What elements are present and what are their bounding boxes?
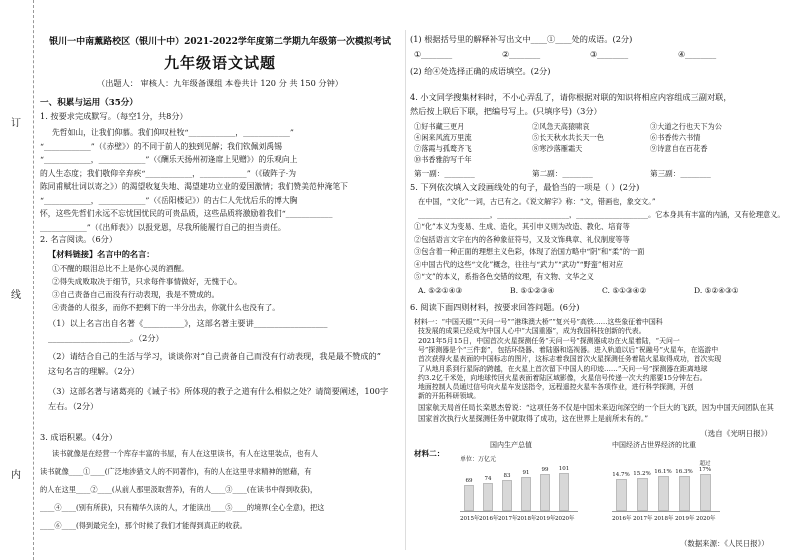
question-2-2b: 这句名言的理解。（2分） [48,366,140,376]
chart-gdp-unit: 单位：万亿元 [460,456,497,463]
section-heading: 一、积累与运用（35分） [40,98,138,108]
tick-label: 2019年 [675,516,695,522]
passage-line: 读书就像是在经营一个库存丰富的书屋，有人在这里读书，有人在这里装点，也有人 [52,449,318,458]
couplet-option: ⑧寒沙落雁霜天 [532,144,583,153]
couplet-answer: 第三副：________ [650,169,711,178]
material-1-quote: 国家航天局首任局长栾恩杰曾说：“这项任务不仅是中国未来迈向深空的一个巨大的飞跃，因为中国天问团队在其国家首次执行火星探测任务中就取得了成功，这在世界上是前所未有的。” [418,403,774,423]
column-divider [405,30,406,550]
material-line: 技发展的成果已经成为中国人心中“大国重器”，成为我国科技创新的代表。 [418,327,646,336]
chart-gdp-title: 国内生产总值 [490,441,532,449]
chart-share-plot [612,462,720,512]
binding-mark: 订 [11,118,21,129]
material-line: 首次获得火星表面的中国标志的图片，这标志着我国首次火星探测任务着陆火星取得成功，首次实现 [418,355,722,364]
passage-line: ____________________，____________________，____________________。它本身具有丰富的内涵，又有伦理意义。 [418,209,785,219]
couplet-option: ⑩书香雅韵写千年 [414,155,472,164]
chart-bar [616,479,627,511]
binding-mark: 线 [11,290,21,301]
tick-label: 2015年 [460,516,480,522]
chart-gdp [460,440,580,520]
data-label: 16.3% [675,468,693,475]
choice-option: D. ⑤②④③① [694,286,739,295]
tick-label: 2017年 [498,516,518,522]
data-label: 83 [503,473,511,480]
material-line: 材料一：“中国天眼”“天问一号”“港珠澳大桥”“复兴号”高铁……这些象征着中国科 [414,318,663,326]
quote-item: ①不醒的眼泪总比不上是你心灵的酒醒。 [52,264,189,273]
material-2-label: 材料二： [414,449,445,458]
binding-mark: 内 [11,470,21,481]
quote-item: ②得失成败取决于细节，只求每件事情做好，无愧于心。 [52,277,242,286]
choice-option: A. ⑤②①④③ [418,286,463,295]
couplet-option: ⑤长天秋水共长天一色 [532,133,604,142]
couplet-option: ⑦落霞与孤鹜齐飞 [414,144,472,153]
answer-blank: ④________ [678,50,717,59]
choice-option: B. ⑤①②③④ [510,286,555,295]
chart-bar [464,485,474,511]
material-line: 号”探测器是个“三件套”，包括环绕器、着陆器和巡视器。进入轨道以后“祝融号”火星车，在巡游中 [418,345,719,354]
chart-bar [679,476,690,511]
question-4: 4. 小文同学搜集材料时，不小心弄乱了，请你根据对联的知识将相应内容组成三副对联， [410,92,732,102]
passage-line: ③包含着一种正面的理想主义色彩，体现了治国方略中“阴”和“柔”的一面 [414,247,645,256]
data-label: 16.1% [654,469,672,476]
fill-line: 怀，这些先哲们永远不忘忧国忧民的可贵品质，这些品质将激励着我们“____________ [40,209,333,218]
chart-bar [502,480,512,511]
material-2-source: （数据来源：《人民日报》） [680,539,769,548]
couplet-answer: 第一副：________ [414,169,475,178]
tick-label: 2020年 [696,516,716,522]
chart-bar [521,477,531,511]
fill-line: 的人生态度；我们敬仰辛弃疾“____________，____________”（《破阵子·为 [40,168,297,178]
chart-bar [637,478,648,511]
material-line: 约3.2亿千米处，向地球传回火星表面着陆区域影像，火星信号传递一次大约需要15分钟左右。 [418,373,707,382]
fill-line: “____________，____________”（《酬乐天扬州初逢席上见赠》）的乐观向上 [40,155,298,164]
data-label: 超过17% [698,461,712,474]
answer-blank: ②________ [502,50,541,59]
question-2-2: （2）请结合自己的生活与学习，谈谈你对“自己责备自己而没有行动表现，我是最不赞成的” [48,351,381,361]
passage-line: 读书就像____①____(广泛地涉猎文人的不同著作)，有的人在这里寻求精神的慰藉，有 [40,467,312,476]
chart-bar [700,474,711,511]
passage-line: ②包括语言文字在内的各种象征符号，又及文饰典章、礼仪制度等等 [414,234,630,244]
chart-gdp-xaxis [460,514,578,522]
chart-bar [658,476,669,511]
tick-label: 2018年 [517,516,537,522]
fill-line: “____________”（《赤壁》）的不同于前人的独到见解；我们钦佩刘禹锡 [40,141,282,151]
quote-item: ④责备的人很多，而你不把剩下的一半分出去，你就什么也没有了。 [52,303,280,312]
exam-info: （出题人： 审核人：九年级备课组 本卷共计 120 分 共 150 分钟） [97,78,343,88]
chart-bar [483,483,493,511]
material-line: 2021年5月15日，中国首次火星探测任务“天问一号”探测器成功在火星着陆，“天问一 [418,336,680,345]
question-5: 5. 下列依次填入文段画线处的句子，最恰当的一项是（ ）(2分) [410,182,640,192]
binding-margin [0,0,34,560]
exam-header: 银川一中南薰路校区（银川十中）2021-2022学年度第二学期九年级第一次模拟考试 [49,37,391,47]
question-6: 6. 阅读下面四则材料，按要求回答问题。(6分) [410,302,580,312]
data-label: 69 [465,478,473,485]
fill-line: ____________”（《出师表》）以报党恩，尽我所能履行自己的担当责任。 [40,222,286,232]
data-label: 99 [541,467,549,474]
quote-item: ③自己责备自己而没有行动表现，我是不赞成的。 [52,290,220,299]
material-line: 了从地月系到行星际的跨越，在火星上首次留下中国人的印迹……“天问一号”探测器在距离地球 [418,364,708,373]
couplet-option: ⑨诗意自在百花香 [650,144,708,153]
question-2-1b: ____________________。（2分） [48,333,164,343]
chart-share-xaxis [612,514,720,522]
chart-bar [559,473,569,511]
tick-label: 2016年 [479,516,499,522]
passage-line: ①“化”本义为变易、生成、造化，其引申义则为改造、教化、培育等 [414,222,630,231]
answer-blank: ③________ [590,50,629,59]
question-3: 3. 成语积累。（4分） [40,432,118,442]
passage-line: ④中国古代的这些“文化”概念，往往与“武力”“武功”“野蛮”相对应 [414,259,624,269]
material-1-source: （选自《光明日报》） [700,429,773,438]
couplet-option: ③大道之行也天下为公 [650,122,722,131]
data-label: 74 [484,476,492,483]
fill-line: 先哲如山，让我们仰慕。我们仰叹杜牧“____________，____________” [52,128,294,137]
material-line: 新的开拓科研领域。 [418,392,481,401]
passage-line: ____④____(别有所获)，只有精华久读的人，才能读出____⑤____的境界(全心全意)，把这 [40,503,325,512]
tick-label: 2018年 [654,516,674,522]
couplet-option: ⑥书香传六书情 [650,133,701,142]
couplet-option: ②风急天高猿啸哀 [532,122,590,131]
question-4b: 然后按上联后下联，把编号写上。(只填序号)（3分） [410,106,602,116]
chart-share [612,440,722,520]
passage-line: ⑤“文”的本义，系指各色交错的纹理，有文物、文华之义 [414,272,594,281]
passage-line: ____⑥____(得到最完全)，那个时候了我们才能得到真正的收获。 [40,521,247,530]
question-2-3: （3）这部名著与诸葛亮的《诫子书》所体现的教子之道有什么相似之处？请简要阐述，100字 [48,386,389,396]
data-label: 101 [558,466,570,473]
question-2-1: （1）以上名言出自名著《__________》，这部名著主要讲__________________ [48,318,328,328]
chart-gdp-plot [460,462,578,512]
answer-blank: ①________ [414,50,453,59]
tick-label: 2020年 [555,516,575,522]
exam-title: 九年级语文试题 [163,54,276,72]
tick-label: 2019年 [536,516,556,522]
data-label: 14.7% [612,472,630,479]
tick-label: 2016年 [612,516,632,522]
tick-label: 2017年 [633,516,653,522]
passage-line: 在中国，“文化”一词，古已有之。《说文解字》称：“文，错画也，象交文。” [418,197,656,206]
question-r2: (2) 给④处选择正确的成语填空。(2分) [410,66,551,76]
data-label: 91 [522,470,530,477]
passage-line: 的人在这里____②____(从前人那里汲取营养)，有的人____③____(在读书中得到收获)， [40,485,318,494]
chart-bar [540,474,550,511]
couplet-answer: 第二副：________ [532,169,593,178]
couplet-option: ①好书藏三更月 [414,122,465,131]
fill-line: 陈同甫赋壮词以寄之》）的渴望收复失地、渴望建功立业的爱国激情；我们赞美范仲淹笔下 [40,182,348,191]
chart-share-title: 中国经济占世界经济的比重 [612,441,696,449]
material-line: 地面控制人员通过信号向火星车发送指令，远程遥控火星车各项作业，进行科学探测，开创 [418,383,694,392]
data-label: 15.2% [633,471,651,478]
question-1: 1. 按要求完成默写。（每空1分，共8分） [40,111,188,121]
question-2: 2. 名言阅读。（6分） [40,234,118,244]
choice-option: C. ⑤①③④② [602,286,647,295]
question-r1: (1) 根据括号里的解释补写出文中____①____处的成语。(2分) [410,34,633,44]
fill-line: “____________，____________”（《岳阳楼记》）的古仁人先忧后乐的博大胸 [40,195,298,205]
couplet-option: ④闲来风流万里流 [414,133,472,142]
material-label: 【材料链接】名言中的名言： [48,249,155,259]
question-2-3b: 左右。（2分） [48,401,99,411]
